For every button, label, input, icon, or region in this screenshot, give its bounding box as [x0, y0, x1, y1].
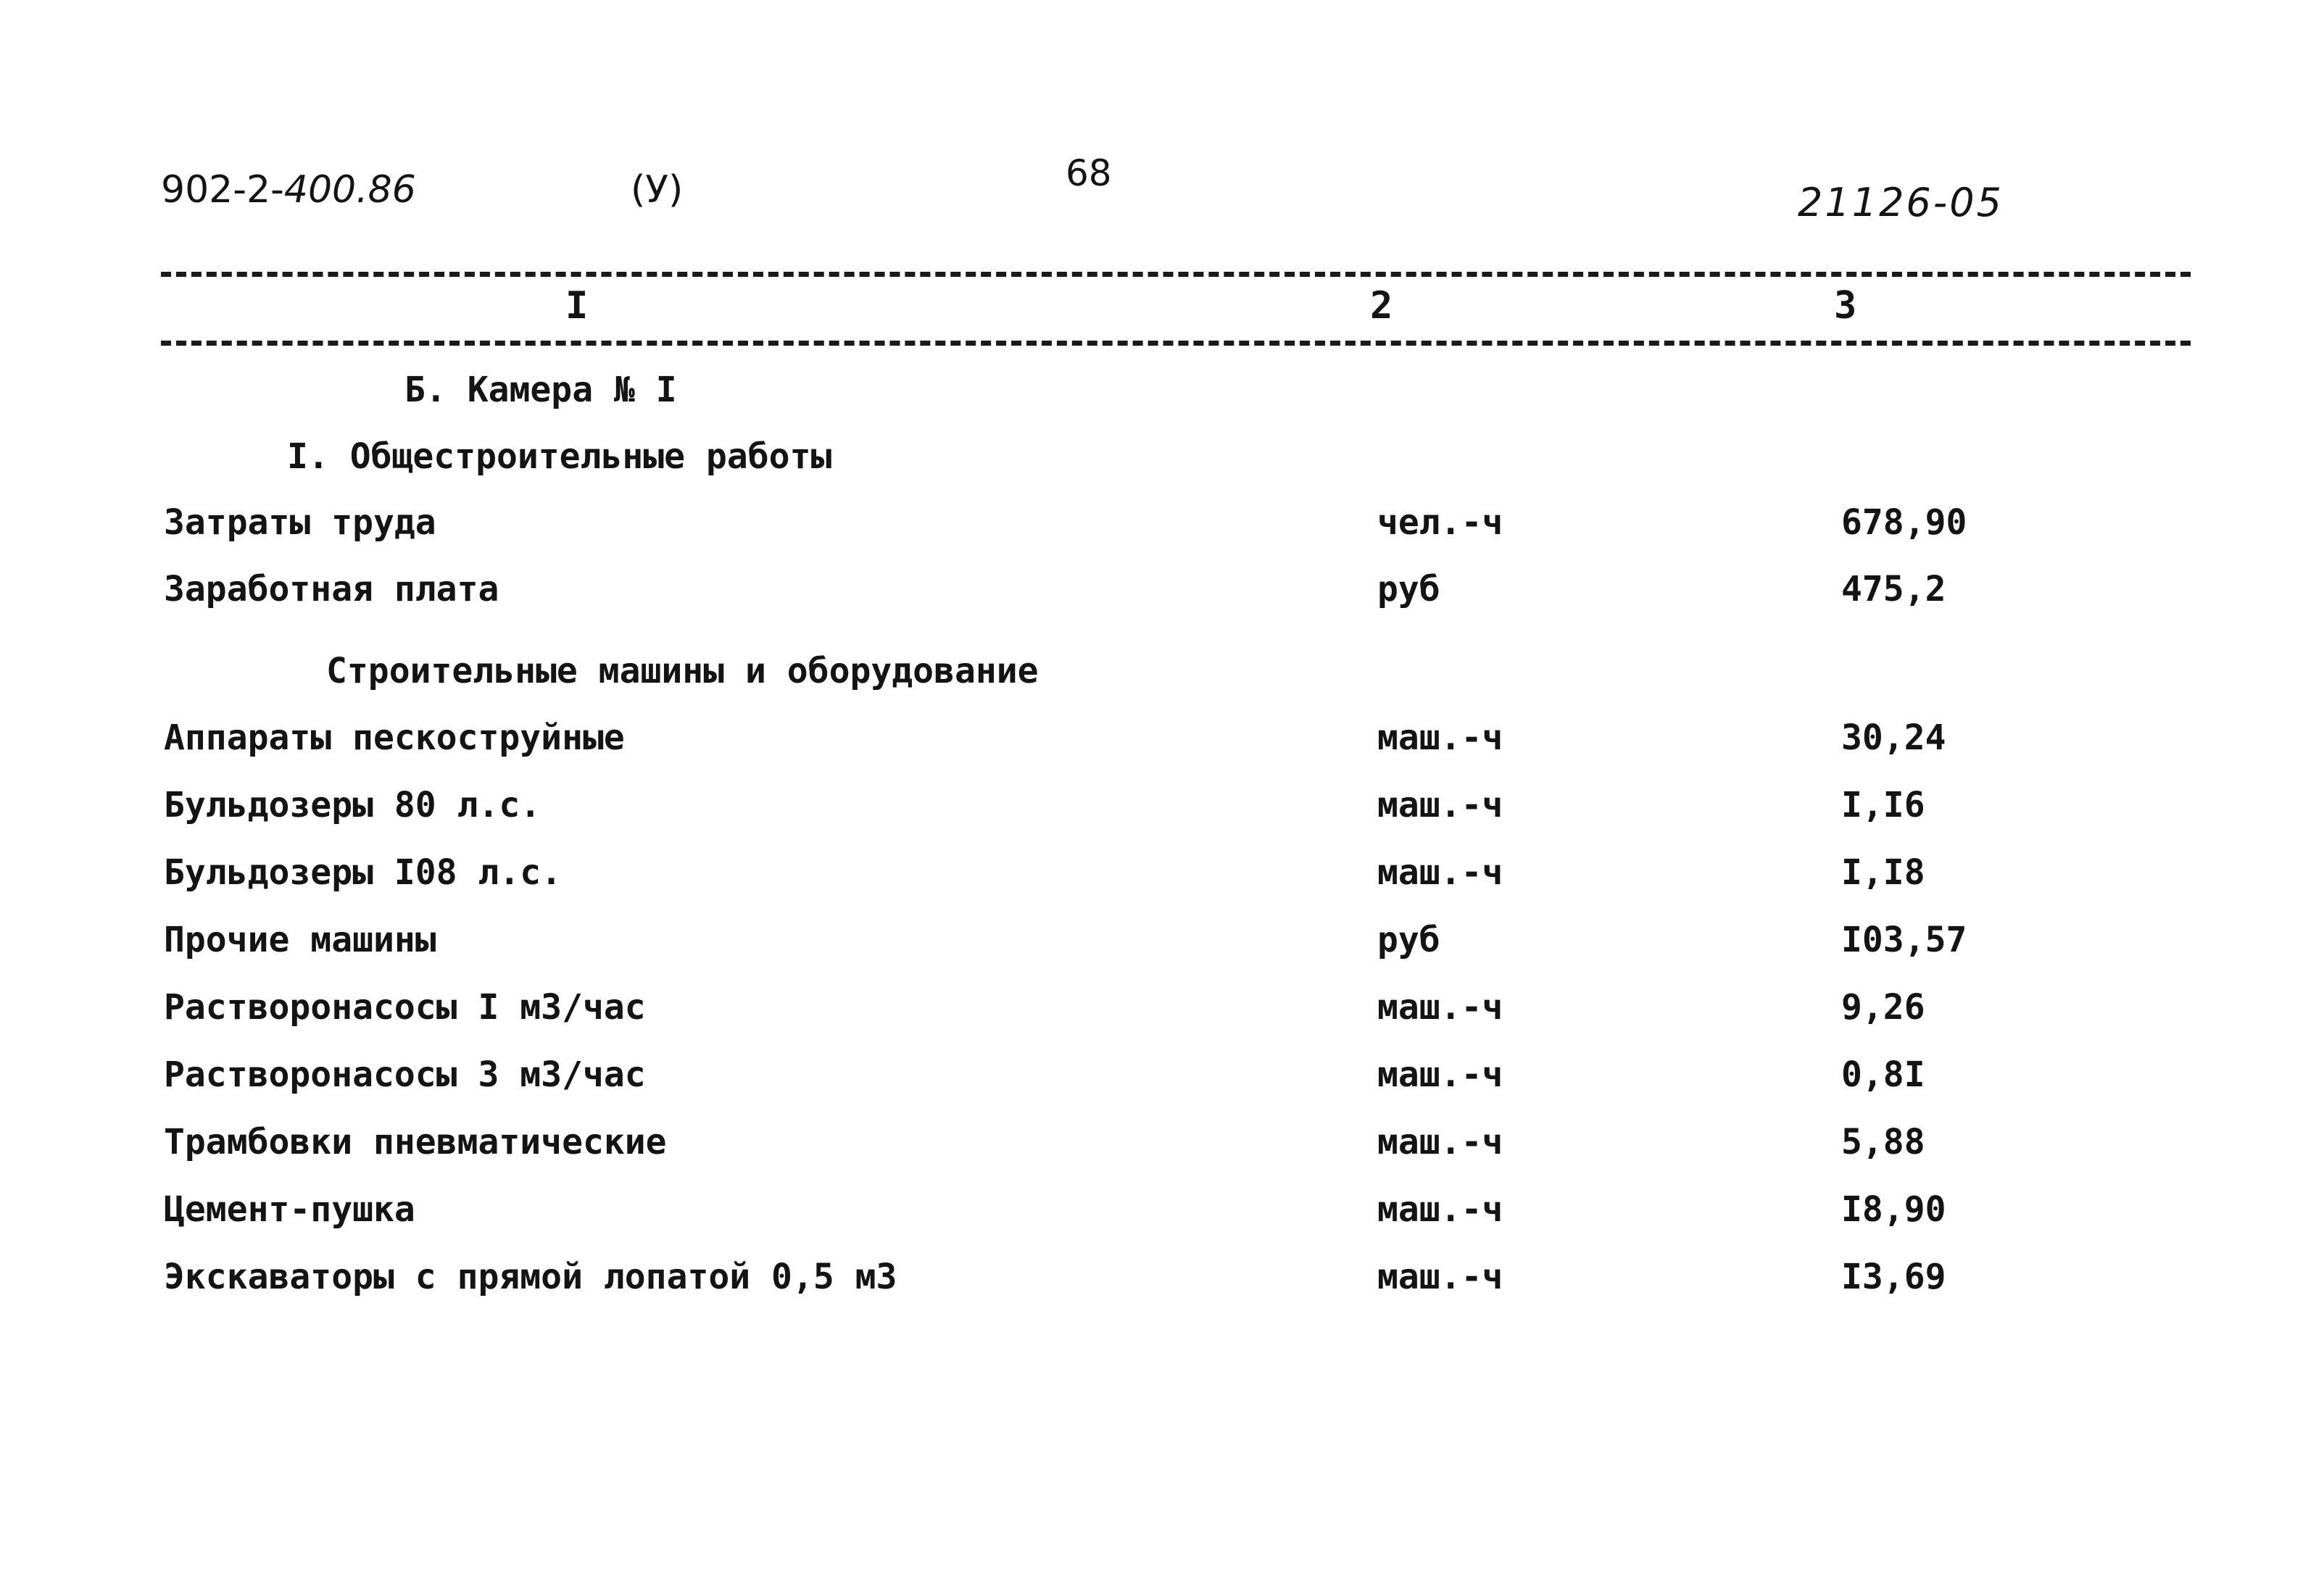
document-code	[161, 168, 416, 212]
column-header-1: I	[565, 284, 589, 328]
row-unit: маш.-ч	[1377, 785, 1503, 825]
page-number: 68	[1066, 152, 1112, 194]
row-name: Бульдозеры I08 л.с.	[164, 852, 563, 893]
subsection-title: I. Общестроительные работы	[287, 436, 832, 477]
row-value: I8,90	[1841, 1189, 1946, 1230]
row-unit: маш.-ч	[1377, 987, 1503, 1028]
row-value: I03,57	[1841, 920, 1967, 960]
group-title: Строительные машины и оборудование	[326, 651, 1039, 691]
row-value: 30,24	[1841, 717, 1946, 758]
row-unit: маш.-ч	[1377, 1054, 1503, 1095]
row-value: 678,90	[1841, 502, 1967, 543]
row-value: 9,26	[1841, 987, 1925, 1028]
row-unit: руб	[1377, 920, 1440, 960]
section-title: Б. Камера № I	[404, 370, 677, 410]
row-name: Цемент-пушка	[164, 1189, 415, 1230]
row-value: 0,8I	[1841, 1054, 1925, 1095]
row-unit: маш.-ч	[1377, 1257, 1503, 1297]
row-name: Заработная плата	[164, 569, 499, 609]
row-value: 5,88	[1841, 1122, 1925, 1162]
row-value: I,I8	[1841, 852, 1925, 893]
row-value: I,I6	[1841, 785, 1925, 825]
row-value: I3,69	[1841, 1257, 1946, 1297]
table-top-rule	[161, 272, 2191, 277]
row-name: Затраты труда	[164, 502, 436, 543]
row-name: Трамбовки пневматические	[164, 1122, 667, 1162]
document-code-handwritten: 400.86	[283, 168, 416, 212]
row-name: Растворонасосы 3 м3/час	[164, 1054, 646, 1095]
row-name: Бульдозеры 80 л.с.	[164, 785, 541, 825]
row-unit: руб	[1377, 569, 1440, 609]
row-name: Экскаваторы с прямой лопатой 0,5 м3	[164, 1257, 897, 1297]
document-mark: (У)	[631, 168, 684, 212]
document-code-printed: 902-2-	[161, 168, 284, 212]
row-name: Растворонасосы I м3/час	[164, 987, 646, 1028]
row-unit: чел.-ч	[1377, 502, 1503, 543]
table-header-rule	[161, 341, 2191, 346]
row-unit: маш.-ч	[1377, 717, 1503, 758]
column-header-3: 3	[1834, 284, 1857, 328]
archive-number: 21126-05	[1798, 180, 2004, 225]
row-unit: маш.-ч	[1377, 852, 1503, 893]
row-unit: маш.-ч	[1377, 1189, 1503, 1230]
column-header-2: 2	[1370, 284, 1393, 328]
row-unit: маш.-ч	[1377, 1122, 1503, 1162]
row-name: Прочие машины	[164, 920, 436, 960]
row-name: Аппараты пескоструйные	[164, 717, 625, 758]
row-value: 475,2	[1841, 569, 1946, 609]
